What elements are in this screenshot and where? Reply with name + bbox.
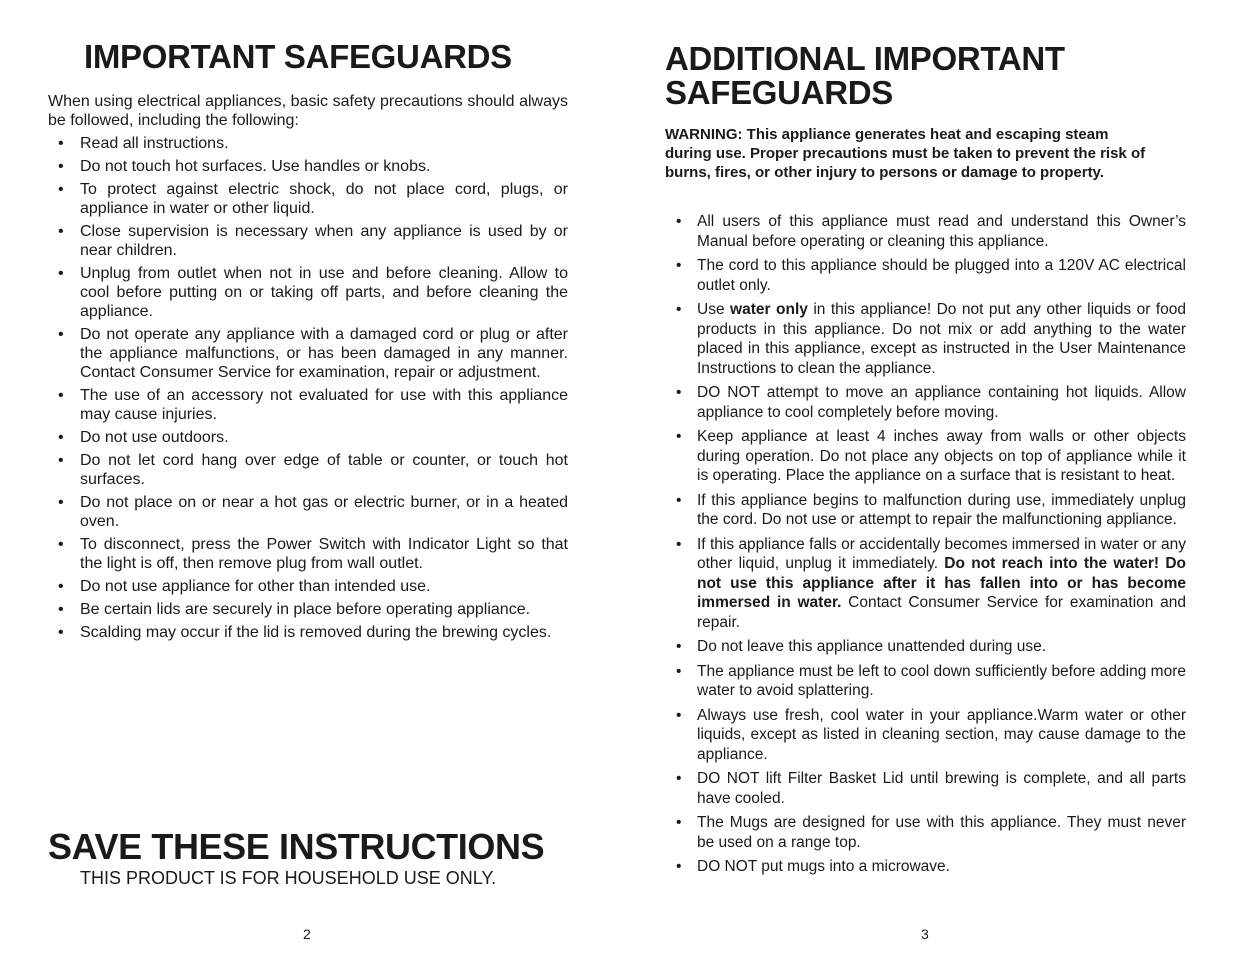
page-title: IMPORTANT SAFEGUARDS — [84, 38, 512, 75]
additional-safeguards-list — [665, 212, 1186, 882]
list-item: • Do not let cord hang over edge of table or counter, or touch hot surfaces. — [48, 451, 568, 489]
item-emphasis: water only — [730, 301, 808, 318]
list-item: • Do not leave this appliance unattended during use. — [665, 637, 1186, 657]
item-text: Use — [697, 301, 731, 318]
list-item: • DO NOT put mugs into a microwave. — [665, 857, 1186, 877]
title-line: SAFEGUARDS — [665, 73, 894, 111]
page-number: 2 — [303, 926, 311, 942]
list-item: • Scalding may occur if the lid is removed during the brewing cycles. — [48, 623, 568, 642]
list-item: • The Mugs are designed for use with this appliance. They must never be used on a range top. — [665, 813, 1186, 852]
list-item: • Read all instructions. — [48, 134, 568, 153]
list-item: • Be certain lids are securely in place before operating appliance. — [48, 600, 568, 619]
left-page — [0, 0, 617, 954]
item-text: in this appliance! Do not put any other liquids or food products in this appliance. Do not mix or add anything to the water placed in this appliance, except as instructed in the User Maintenance Instructions to clean the appliance. — [697, 301, 1186, 377]
list-item: • Always use fresh, cool water in your appliance.Warm water or other liquids, except as listed in cleaning section, may cause damage to the appliance. — [665, 706, 1186, 765]
item-text: If this appliance falls or accidentally becomes immersed in water or any other liquid, unplug it immediately. — [697, 535, 1186, 572]
list-item: • DO NOT attempt to move an appliance containing hot liquids. Allow appliance to cool completely before moving. — [665, 383, 1186, 422]
list-item: • If this appliance begins to malfunction during use, immediately unplug the cord. Do not use or attempt to repair the malfunctioning appliance. — [665, 491, 1186, 530]
item-text: Contact Consumer Service for examination and repair. — [697, 594, 1187, 631]
page-title — [665, 42, 1205, 110]
title-line: ADDITIONAL IMPORTANT — [665, 40, 1065, 77]
list-item: • Do not use outdoors. — [48, 428, 568, 447]
list-item: • The appliance must be left to cool down sufficiently before adding more water to avoid splattering. — [665, 662, 1186, 701]
warning-paragraph: WARNING: This appliance generates heat and escaping steam during use. Proper precautions must be taken to prevent the risk of burns, fires, or other injury to persons or damage to property. — [665, 126, 1146, 181]
list-item: • DO NOT lift Filter Basket Lid until brewing is complete, and all parts have cooled. — [665, 769, 1186, 808]
list-item: • Close supervision is necessary when any appliance is used by or near children. — [48, 222, 568, 260]
list-item — [665, 300, 1186, 378]
list-item — [665, 535, 1186, 633]
right-page — [617, 0, 1235, 954]
list-item: • Unplug from outlet when not in use and before cleaning. Allow to cool before putting on or taking off parts, and before cleaning the appliance. — [48, 264, 568, 321]
page-number: 3 — [921, 926, 929, 942]
household-use-note: THIS PRODUCT IS FOR HOUSEHOLD USE ONLY. — [80, 868, 497, 888]
list-item: • The use of an accessory not evaluated for use with this appliance may cause injuries. — [48, 386, 568, 424]
list-item: • The cord to this appliance should be plugged into a 120V AC electrical outlet only. — [665, 256, 1186, 295]
list-item: • To protect against electric shock, do not place cord, plugs, or appliance in water or other liquid. — [48, 180, 568, 218]
save-instructions-heading: SAVE THESE INSTRUCTIONS — [48, 826, 545, 867]
safeguards-list — [48, 134, 568, 646]
list-item: • Do not operate any appliance with a damaged cord or plug or after the appliance malfunctions, or has been damaged in any manner. Contact Consumer Service for examination, repair or adjustment. — [48, 325, 568, 382]
list-item: • Do not use appliance for other than intended use. — [48, 577, 568, 596]
list-item: • To disconnect, press the Power Switch with Indicator Light so that the light is off, then remove plug from wall outlet. — [48, 535, 568, 573]
list-item: • All users of this appliance must read and understand this Owner’s Manual before operating or cleaning this appliance. — [665, 212, 1186, 251]
list-item: • Do not touch hot surfaces. Use handles or knobs. — [48, 157, 568, 176]
item-emphasis: Do not reach into the water! Do not use this appliance after it has fallen into or has become immersed in water. — [697, 555, 1186, 611]
list-item: • Keep appliance at least 4 inches away from walls or other objects during operation. Do not place any objects on top of appliance while it is operating. Place the appliance on a surface that is resistant to heat. — [665, 427, 1186, 486]
intro-paragraph: When using electrical appliances, basic safety precautions should always be followed, including the following: — [48, 93, 568, 129]
list-item: • Do not place on or near a hot gas or electric burner, or in a heated oven. — [48, 493, 568, 531]
